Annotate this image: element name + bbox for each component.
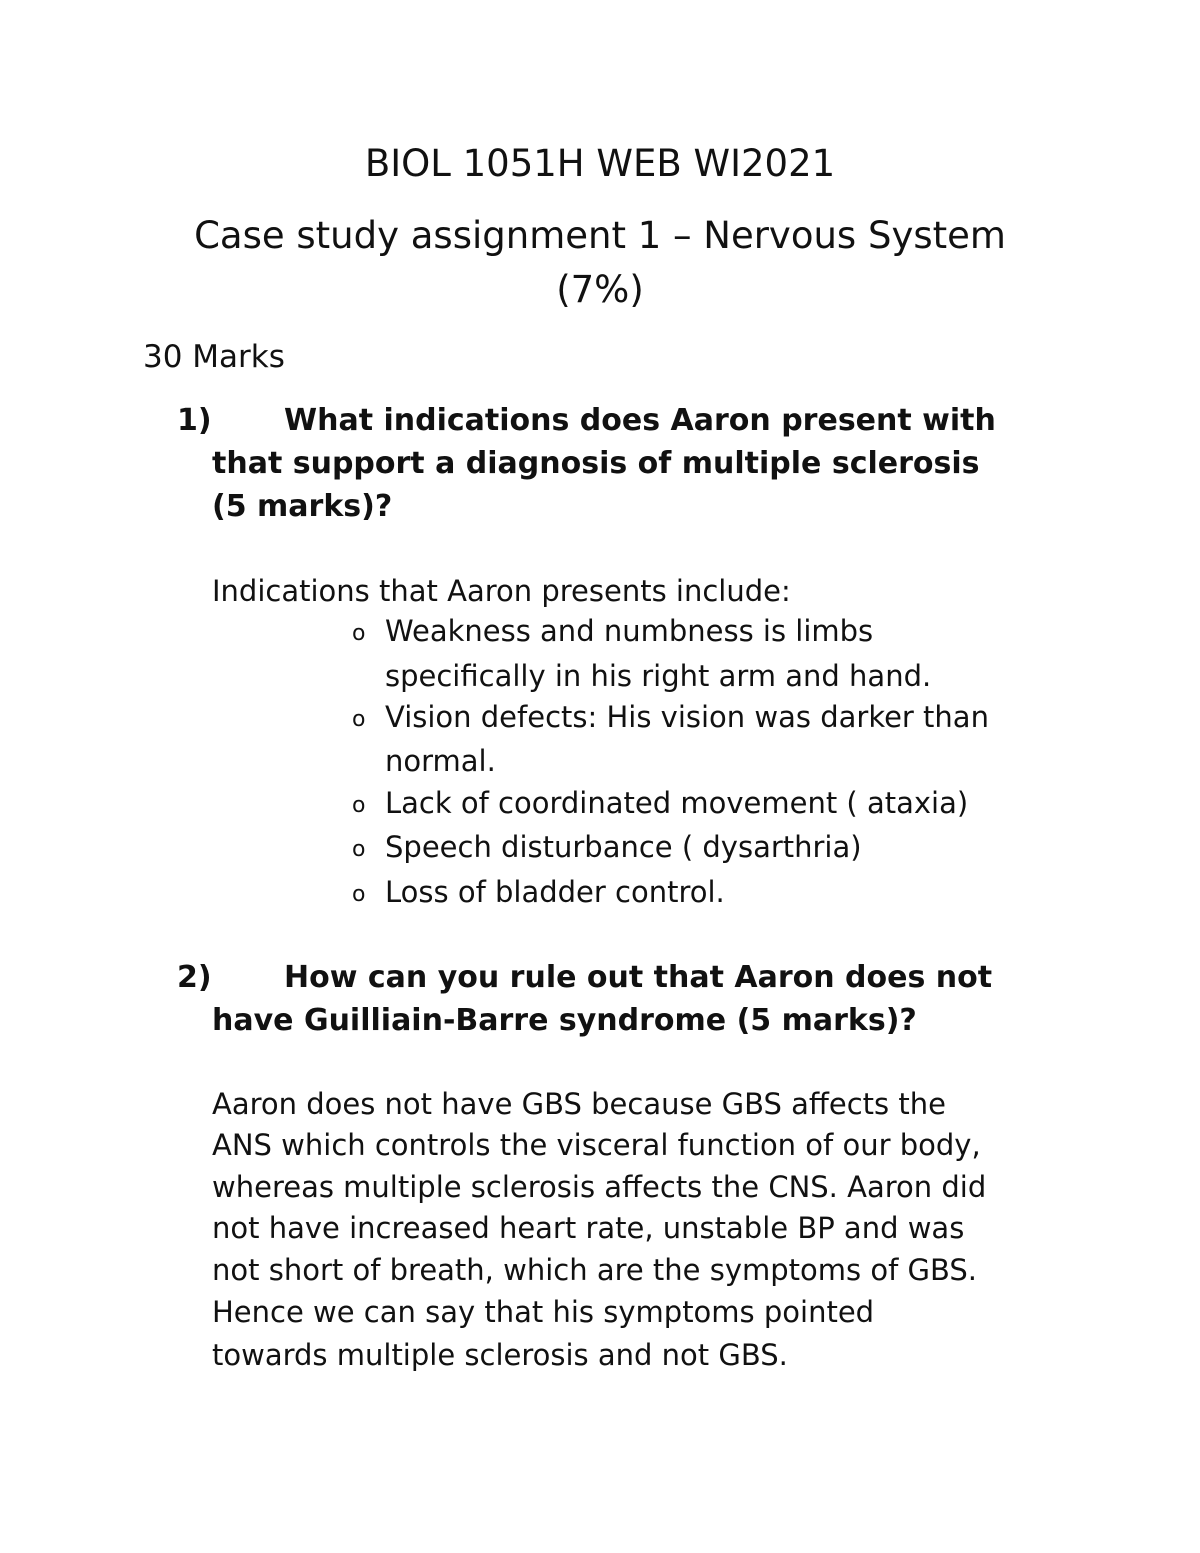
list-item-text: normal. (385, 744, 496, 778)
answer-line: not have increased heart rate, unstable BP and was (212, 1211, 965, 1245)
question-text-line: How can you rule out that Aaron does not (284, 960, 993, 995)
answer-line: Aaron does not have GBS because GBS affects the (212, 1087, 946, 1121)
question-text-line: have Guilliain-Barre syndrome (5 marks)? (212, 1003, 917, 1038)
bullet-icon: o (352, 793, 366, 818)
list-item-text: Weakness and numbness is limbs (385, 614, 874, 648)
assignment-title-line-1: Case study assignment 1 – Nervous System (194, 214, 1006, 257)
course-code: BIOL 1051H WEB WI2021 (364, 142, 836, 185)
answer-line: whereas multiple sclerosis affects the CNS. Aaron did (212, 1170, 987, 1204)
list-item-text: Lack of coordinated movement ( ataxia) (385, 786, 969, 820)
list-item-text: specifically in his right arm and hand. (385, 659, 932, 693)
question-text-line: What indications does Aaron present with (284, 403, 996, 438)
answer-line: Hence we can say that his symptoms pointed (212, 1295, 875, 1329)
answer-line: towards multiple sclerosis and not GBS. (212, 1338, 788, 1372)
answer-line: ANS which controls the visceral function of our body, (212, 1128, 981, 1162)
list-item-text: Vision defects: His vision was darker than (385, 700, 989, 734)
bullet-icon: o (352, 707, 366, 732)
assignment-title-line-2: (7%) (556, 268, 644, 311)
list-item-text: Loss of bladder control. (385, 875, 725, 909)
answer-intro: Indications that Aaron presents include: (212, 574, 791, 608)
total-marks: 30 Marks (143, 339, 285, 375)
answer-line: not short of breath, which are the symptoms of GBS. (212, 1253, 978, 1287)
bullet-icon: o (352, 882, 366, 907)
question-number: 1) (177, 403, 212, 438)
bullet-icon: o (352, 621, 366, 646)
question-number: 2) (177, 960, 212, 995)
question-text-line: that support a diagnosis of multiple sclerosis (212, 446, 980, 481)
question-text-line: (5 marks)? (212, 489, 393, 524)
list-item-text: Speech disturbance ( dysarthria) (385, 830, 862, 864)
bullet-icon: o (352, 837, 366, 862)
